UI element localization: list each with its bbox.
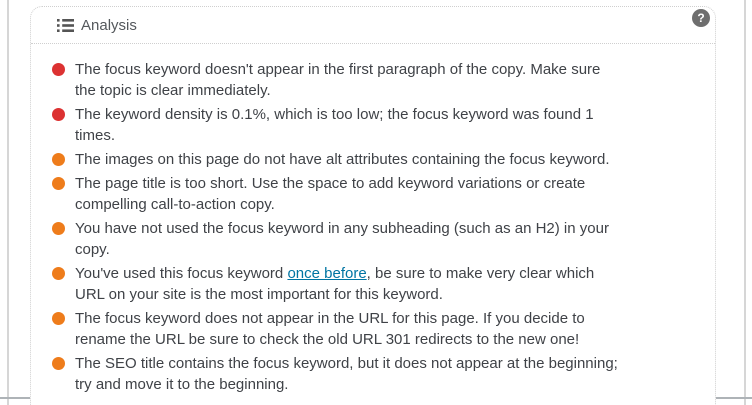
status-bullet-ok (52, 312, 65, 325)
text-segment: The images on this page do not have alt attributes containing the focus keyword. (75, 151, 610, 168)
analysis-item-line (75, 80, 600, 101)
analysis-item-line (75, 59, 600, 80)
status-bullet-bad (52, 108, 65, 121)
analysis-item (51, 263, 685, 305)
status-bullet-ok (52, 177, 65, 190)
analysis-item-line (75, 125, 594, 146)
text-segment: You have not used the focus keyword in any subheading (such as an H2) in your (75, 220, 609, 237)
analysis-item (51, 59, 685, 101)
analysis-item (51, 308, 685, 350)
question-mark-icon[interactable] (692, 9, 710, 27)
text-segment: URL on your site is the most important for this keyword. (75, 286, 443, 303)
text-segment: compelling call-to-action copy. (75, 196, 275, 213)
analysis-item-text (75, 218, 609, 260)
status-bullet-ok (52, 357, 65, 370)
text-segment: The page title is too short. Use the space to add keyword variations or create (75, 175, 586, 192)
analysis-item-text (75, 104, 594, 146)
text-segment: copy. (75, 241, 110, 258)
text-segment: , be sure to make very clear which (366, 265, 595, 282)
analysis-item-line (75, 239, 609, 260)
analysis-item-line (75, 149, 610, 170)
text-segment: The focus keyword doesn't appear in the first paragraph of the copy. Make sure (75, 61, 601, 78)
status-bullet-ok (52, 267, 65, 280)
analysis-item-text (75, 59, 600, 101)
text-segment: You've used this focus keyword (75, 265, 288, 282)
analysis-item-text (75, 353, 618, 395)
text-segment: times. (75, 127, 116, 144)
analysis-list (31, 44, 715, 395)
analysis-item (51, 353, 685, 395)
text-segment: The focus keyword does not appear in the URL for this page. If you decide to (75, 310, 585, 327)
analysis-item-text (75, 149, 610, 170)
analysis-panel-header (31, 7, 715, 44)
container-right-border (744, 0, 746, 405)
analysis-item-line (75, 284, 594, 305)
text-segment: the topic is clear immediately. (75, 82, 271, 99)
analysis-item-line (75, 329, 585, 350)
analysis-item-line (75, 194, 585, 215)
status-bullet-bad (52, 63, 65, 76)
analysis-item-line (75, 374, 618, 395)
container-left-border (7, 0, 9, 405)
analysis-item-text (75, 308, 585, 350)
analysis-item-line (75, 218, 609, 239)
analysis-panel (30, 6, 716, 405)
status-bullet-ok (52, 222, 65, 235)
analysis-item-text (75, 173, 585, 215)
text-segment: rename the URL be sure to check the old URL 301 redirects to the new one! (75, 331, 580, 348)
analysis-item (51, 173, 685, 215)
once-before-link[interactable]: once before (287, 265, 367, 282)
analysis-item-line (75, 308, 585, 329)
analysis-item-line (75, 263, 594, 284)
analysis-item-text (75, 263, 594, 305)
analysis-item (51, 218, 685, 260)
analysis-item-line (75, 104, 594, 125)
analysis-item (51, 149, 685, 170)
help-glyph: ? (697, 11, 705, 25)
analysis-item (51, 104, 685, 146)
analysis-item-line (75, 173, 585, 194)
panel-title: Analysis (81, 16, 137, 34)
status-bullet-ok (52, 153, 65, 166)
text-segment: The keyword density is 0.1%, which is too low; the focus keyword was found 1 (75, 106, 594, 123)
analysis-item-line (75, 353, 618, 374)
text-segment: try and move it to the beginning. (75, 376, 289, 393)
list-icon (57, 19, 74, 32)
text-segment: The SEO title contains the focus keyword, but it does not appear at the beginning; (75, 355, 618, 372)
